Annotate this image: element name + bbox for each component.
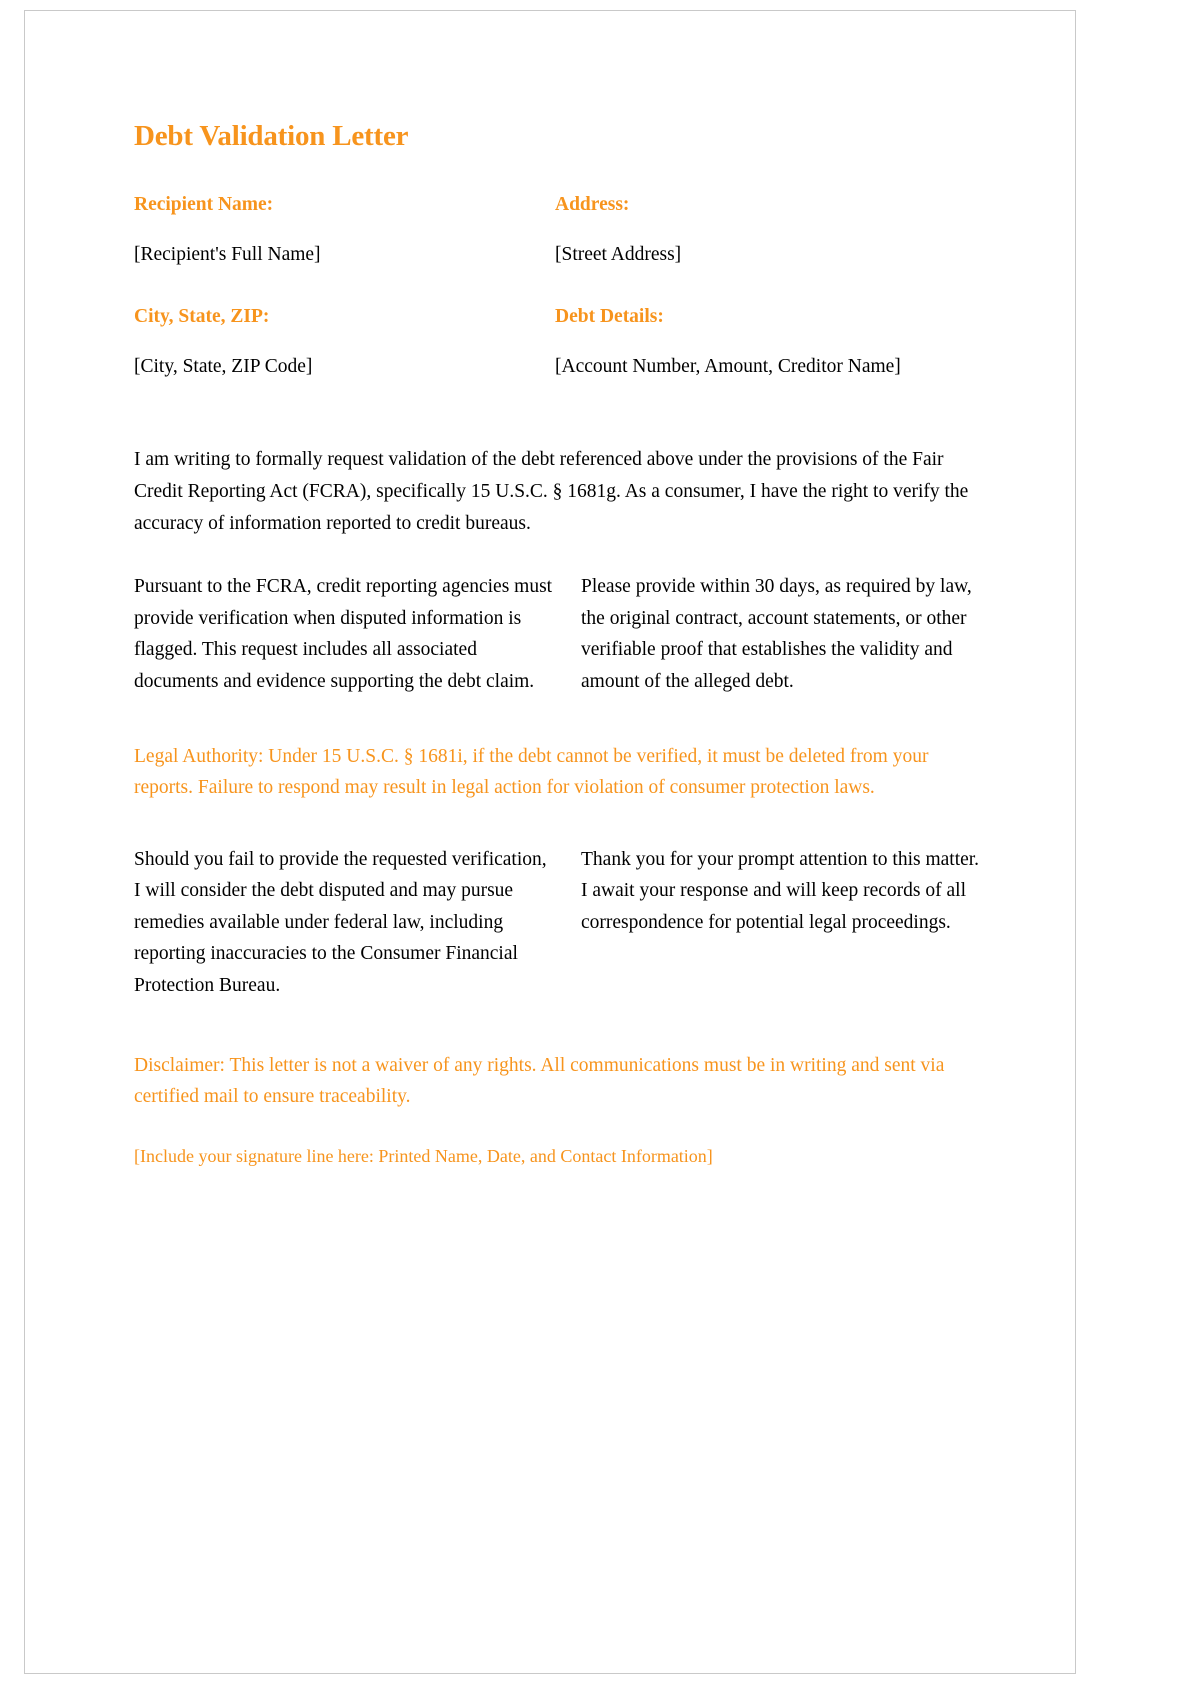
document-content <box>134 121 979 1170</box>
field-label-city-state-zip: City, State, ZIP: <box>134 305 270 327</box>
field-debt-details <box>555 305 979 379</box>
section-one-right-paragraph: Please provide within 30 days, as required by law, the original contract, account statements, or other verifiable proof that establishes the validity and amount of the alleged debt. <box>581 576 972 692</box>
recipient-fields-grid <box>134 193 979 417</box>
field-address <box>555 193 979 267</box>
legal-authority-paragraph: Legal Authority: Under 15 U.S.C. § 1681i, if the debt cannot be verified, it must be deleted from your reports. Failure to respond may result in legal action for violation of consumer protection laws. <box>134 745 929 799</box>
field-label-address: Address: <box>555 193 630 215</box>
page-title: Debt Validation Letter <box>134 120 409 152</box>
field-value-recipient-name[interactable]: [Recipient's Full Name] <box>134 244 321 266</box>
field-city-state-zip <box>134 305 555 379</box>
field-recipient-name <box>134 193 555 267</box>
signature-line-note: [Include your signature line here: Printed Name, Date, and Contact Information] <box>134 1145 713 1166</box>
section-one-columns <box>134 571 979 697</box>
section-two-columns <box>134 844 979 1002</box>
field-label-debt-details: Debt Details: <box>555 305 664 327</box>
intro-paragraph: I am writing to formally request validation of the debt referenced above under the provisions of the Fair Credit Reporting Act (FCRA), specifically 15 U.S.C. § 1681g. As a consumer, I have the right to verify the accuracy of information reported to credit bureaus. <box>134 449 969 534</box>
section-one-left-paragraph: Pursuant to the FCRA, credit reporting agencies must provide verification when disputed information is flagged. This request includes all associated documents and evidence supporting the debt claim. <box>134 576 553 692</box>
field-value-address[interactable]: [Street Address] <box>555 244 682 266</box>
field-value-city-state-zip[interactable]: [City, State, ZIP Code] <box>134 356 313 378</box>
section-two-left-paragraph: Should you fail to provide the requested verification, I will consider the debt disputed and may pursue remedies available under federal law, including reporting inaccuracies to the Consumer Financial Protection Bureau. <box>134 848 547 996</box>
document-page <box>24 10 1076 1674</box>
disclaimer-paragraph: Disclaimer: This letter is not a waiver of any rights. All communications must be in writing and sent via certified mail to ensure traceability. <box>134 1054 945 1108</box>
field-value-debt-details[interactable]: [Account Number, Amount, Creditor Name] <box>555 356 901 378</box>
field-label-recipient-name: Recipient Name: <box>134 193 274 215</box>
section-two-right-paragraph: Thank you for your prompt attention to this matter. I await your response and will keep records of all correspondence for potential legal proceedings. <box>581 848 980 933</box>
